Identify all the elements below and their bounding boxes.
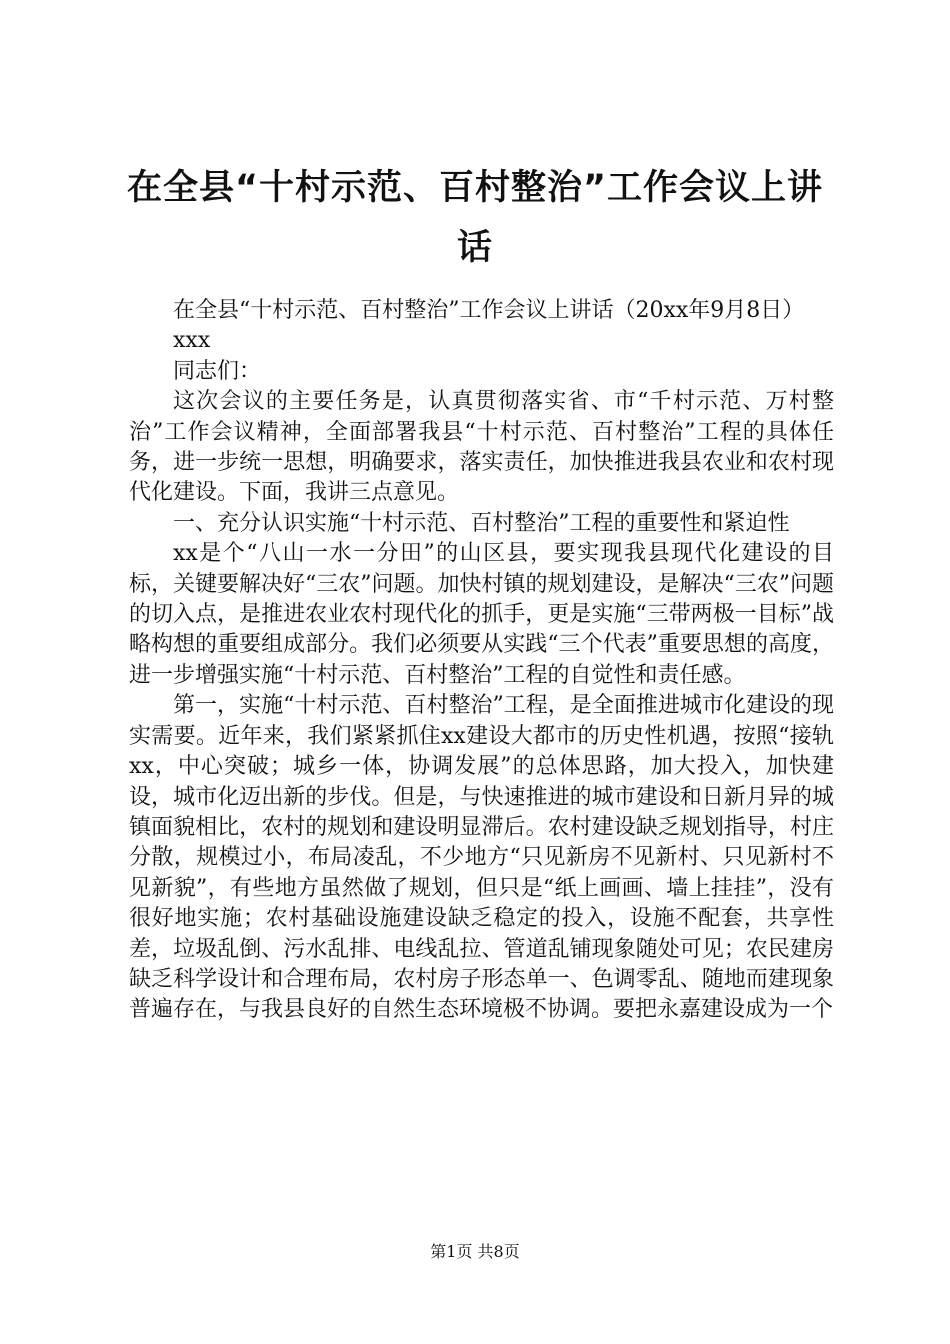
intro-paragraph: 这次会议的主要任务是，认真贯彻落实省、市“千村示范、万村整治”工作会议精神，全面部署我县“十村示范、百村整治”工程的具体任务，进一步统一思想，明确要求，落实责任，加快推进我县农业和农村现代化建设。下面，我讲三点意见。: [129, 389, 834, 506]
speaker-name: xxx: [173, 328, 211, 354]
body-paragraph: 第一，实施“十村示范、百村整治”工程，是全面推进城市化建设的现实需要。近年来，我们紧紧抓住xx建设大都市的历史性机遇，按照“接轨xx，中心突破；城乡一体，协调发展”的总体思路，加大投入，加快建设，城市化迈出新的步伐。但是，与快速推进的城市建设和日新月异的城镇面貌相比，农村的规划和建设明显滞后。农村建设缺乏规划指导，村庄分散，规模过小，布局凌乱，不少地方“只见新房不见新村、只见新村不见新貌”，有些地方虽然做了规划，但只是“纸上画画、墙上挂挂”，没有很好地实施；农村基础设施建设缺乏稳定的投入，设施不配套，共享性差，垃圾乱倒、污水乱排、电线乱拉、管道乱铺现象随处可见；农民建房缺乏科学设计和合理布局，农村房子形态单一、色调零乱、随地而建现象普遍存在，与我县良好的自然生态环境极不协调。要把永嘉建设成为一个: [129, 693, 834, 1023]
salutation: 同志们：: [173, 358, 262, 384]
speech-heading-paragraph: 在全县“十村示范、百村整治”工作会议上讲话（20xx年9月8日）: [173, 298, 805, 323]
document-body: [129, 296, 834, 1026]
body-paragraph: xx是个“八山一水一分田”的山区县，要实现我县现代化建设的目标，关键要解决好“三农”问题。加快村镇的规划建设，是解决“三农”问题的切入点，是推进农业农村现代化的抓手，更是实施“三带两极一目标”战略构想的重要组成部分。我们必须要从实践“三个代表”重要思想的高度，进一步增强实施“十村示范、百村整治”工程的自觉性和责任感。: [129, 541, 834, 688]
page-footer: 第1页 共8页: [430, 1242, 520, 1261]
document-title: 在全县“十村示范、百村整治”工作会议上讲话: [126, 168, 823, 268]
section-heading: 一、充分认识实施“十村示范、百村整治”工程的重要性和紧迫性: [173, 510, 790, 536]
